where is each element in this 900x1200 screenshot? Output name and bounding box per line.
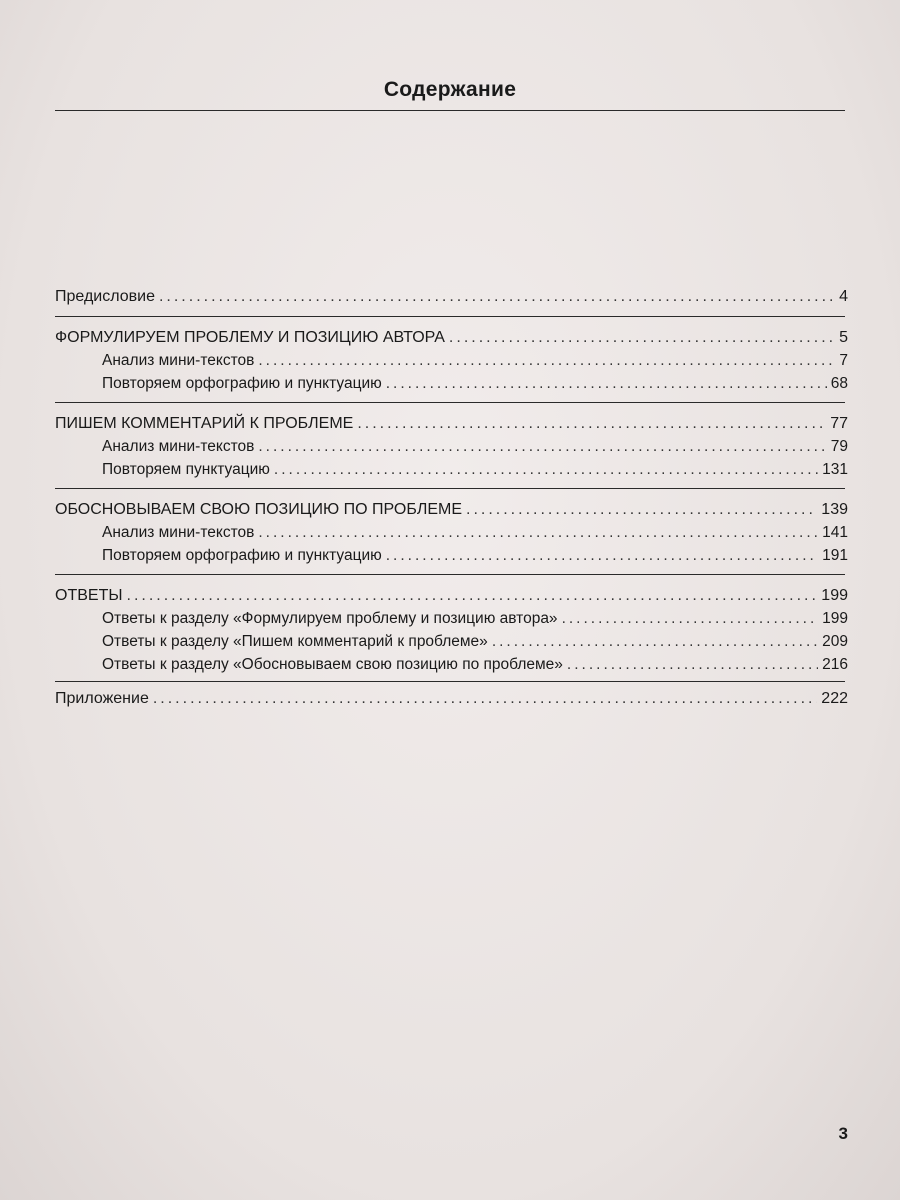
toc-page: 199 (821, 587, 848, 604)
toc-label: ФОРМУЛИРУЕМ ПРОБЛЕМУ И ПОЗИЦИЮ АВТОРА (55, 329, 445, 346)
toc-label: Анализ мини-текстов (102, 438, 255, 455)
title-divider (55, 110, 845, 111)
toc-label: Приложение (55, 690, 149, 707)
toc-label: Ответы к разделу «Формулируем проблему и позицию автора» (102, 610, 558, 627)
toc-leader-dots (258, 435, 826, 459)
section-divider (55, 574, 845, 575)
toc-entry-subsection (0, 544, 900, 568)
toc-label: Ответы к разделу «Обосновываем свою позицию по проблеме» (102, 656, 563, 673)
toc-label: ПИШЕМ КОММЕНТАРИЙ К ПРОБЛЕМЕ (55, 415, 354, 432)
toc-leader-dots (466, 498, 817, 522)
toc-entry-subsection (0, 372, 900, 396)
toc-entry-subsection (0, 653, 900, 677)
toc-leader-dots (274, 458, 818, 482)
toc-leader-dots (357, 412, 826, 436)
page-title: Содержание (383, 78, 517, 101)
toc-page: 68 (830, 375, 848, 392)
toc-page: 139 (821, 501, 848, 518)
toc-entry-subsection (0, 458, 900, 482)
toc-label: Анализ мини-текстов (102, 352, 255, 369)
toc-entry-section-2 (0, 412, 900, 436)
section-divider (55, 402, 845, 403)
toc-page: 222 (821, 690, 848, 707)
toc-page: 77 (830, 415, 848, 432)
toc-leader-dots (258, 349, 835, 373)
section-divider (55, 316, 845, 317)
toc-entry-subsection (0, 521, 900, 545)
toc-label: Предисловие (55, 288, 155, 305)
section-divider (55, 681, 845, 682)
toc-leader-dots (492, 630, 818, 654)
toc-page: 131 (822, 461, 848, 478)
toc-entry-subsection (0, 435, 900, 459)
toc-page: 4 (839, 288, 848, 305)
toc-label: Ответы к разделу «Пишем комментарий к проблеме» (102, 633, 488, 650)
toc-label: ОБОСНОВЫВАЕМ СВОЮ ПОЗИЦИЮ ПО ПРОБЛЕМЕ (55, 501, 462, 518)
toc-label: ОТВЕТЫ (55, 587, 123, 604)
toc-leader-dots (449, 326, 835, 350)
toc-entry-section-1 (0, 326, 900, 350)
toc-leader-dots (386, 372, 827, 396)
toc-leader-dots (127, 584, 818, 608)
toc-entry-subsection (0, 630, 900, 654)
toc-label: Анализ мини-текстов (102, 524, 255, 541)
toc-label: Повторяем орфографию и пунктуацию (102, 375, 382, 392)
toc-page: 7 (839, 352, 848, 369)
toc-entry-preface (0, 285, 900, 309)
toc-entry-subsection (0, 349, 900, 373)
toc-leader-dots (386, 544, 818, 568)
toc-entry-section-3 (0, 498, 900, 522)
toc-page: 209 (822, 633, 848, 650)
toc-page: 5 (839, 329, 848, 346)
toc-leader-dots (567, 653, 818, 677)
toc-leader-dots (562, 607, 819, 631)
section-divider (55, 488, 845, 489)
toc-page: 79 (830, 438, 848, 455)
toc-entry-appendix (0, 687, 900, 711)
toc-leader-dots (258, 521, 818, 545)
toc-leader-dots (153, 687, 817, 711)
toc-label: Повторяем орфографию и пунктуацию (102, 547, 382, 564)
toc-entry-answers (0, 584, 900, 608)
toc-page: 141 (822, 524, 848, 541)
toc-leader-dots (159, 285, 835, 309)
toc-label: Повторяем пунктуацию (102, 461, 270, 478)
toc-page: 216 (822, 656, 848, 673)
page-number: 3 (838, 1124, 848, 1143)
toc-page: 199 (822, 610, 848, 627)
toc-entry-subsection (0, 607, 900, 631)
toc-page: 191 (822, 547, 848, 564)
